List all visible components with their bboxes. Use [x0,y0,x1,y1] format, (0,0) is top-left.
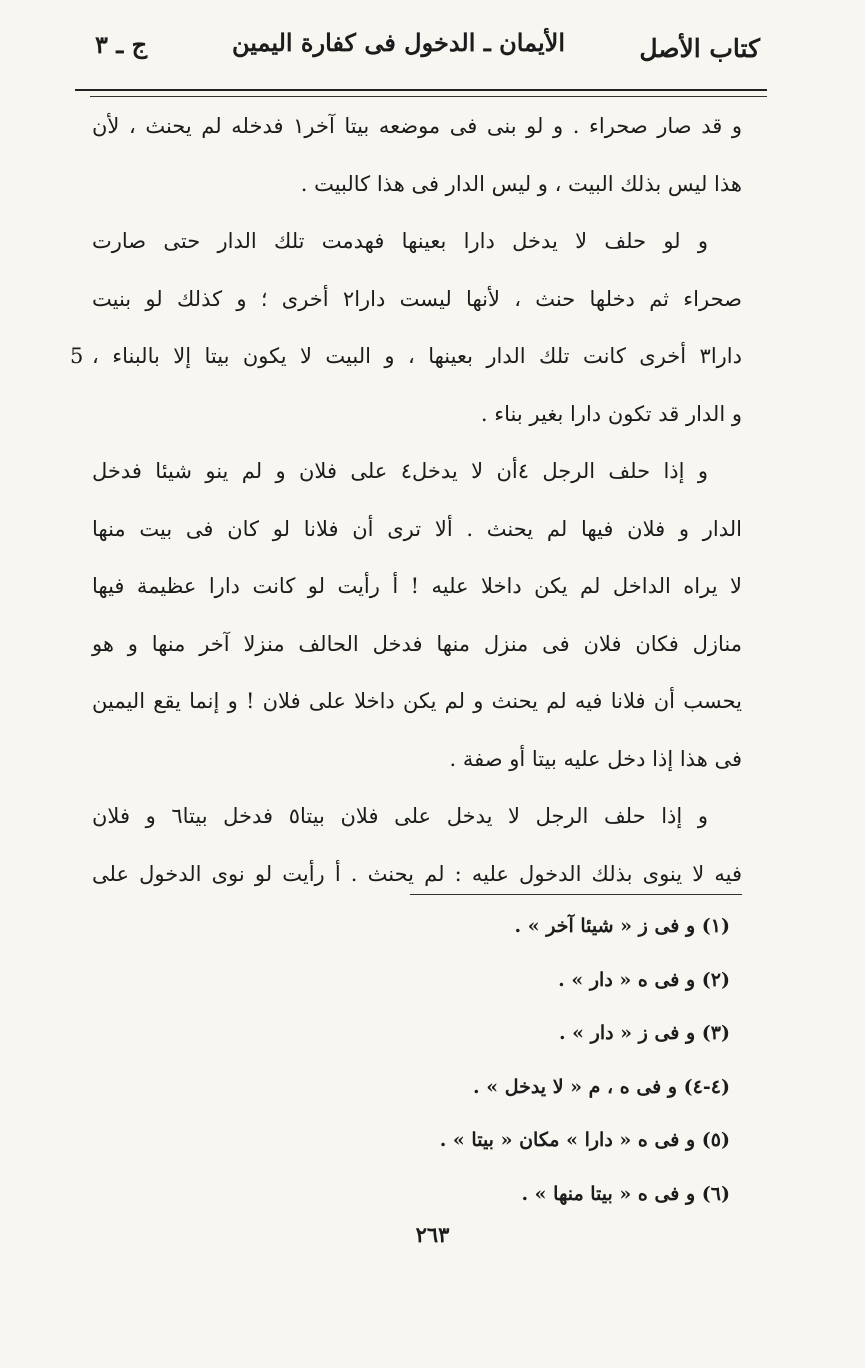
header-rule-thick [75,89,767,91]
text-line-content: الدار و فلان فيها لم يحنث . ألا ترى أن فلانا لو كان فى بيت منها [92,516,742,541]
text-line-content: صحراء ثم دخلها حنث ، لأنها ليست دارا٢ أخرى ؛ و كذلك لو بنيت [92,286,742,311]
text-line-content: و قد صار صحراء . و لو بنى فى موضعه بيتا آخر١ فدخله لم يحنث ، لأن [92,114,742,138]
text-line [92,616,742,674]
running-header [95,28,760,78]
text-line [92,788,742,846]
footnote: (٤-٤) و فى ه ، م « لا يدخل » . [472,1075,730,1098]
page-number: ٢٦٣ [415,1222,450,1247]
text-line [92,673,742,731]
text-line [92,271,742,329]
text-line [92,156,742,214]
header-volume: ج ـ ٣ [95,30,148,59]
text-line-content: منازل فكان فلان فى منزل منها فدخل الحالف منزلا آخر منها و هو [92,631,742,656]
text-line [70,328,742,386]
text-line-content: لا يراه الداخل لم يكن داخلا عليه ! أ رأيت لو كانت دارا عظيمة فيها [92,574,742,598]
footnote: (٦) و فى ه « بيتا منها » . [521,1182,730,1205]
text-line-content: و الدار قد تكون دارا بغير بناء . [480,401,742,426]
text-line-content: دارا٣ أخرى كانت تلك الدار بعينها ، و البيت لا يكون بيتا إلا بالبناء ، [92,344,742,368]
text-line [92,98,742,156]
text-line [92,386,742,444]
footnotes [300,900,730,1221]
footnote: (٥) و فى ه « دارا » مكان « بيتا » . [439,1129,730,1151]
text-line-content: فيه لا ينوى بذلك الدخول عليه : لم يحنث . أ رأيت لو نوى الدخول على [92,861,742,886]
header-book-title: كتاب الأصل [639,34,760,63]
margin-line-number: 5 [70,344,84,368]
text-line [92,213,742,271]
footnote: (٢) و فى ه « دار » . [558,968,730,991]
text-line-content: و لو حلف لا يدخل دارا بعينها فهدمت تلك الدار حتى صارت [92,229,708,253]
text-line [92,731,742,789]
text-line-content: هذا ليس بذلك البيت ، و ليس الدار فى هذا كالبيت . [300,171,742,196]
text-line [92,501,742,559]
footnote: (٣) و فى ز « دار » . [558,1022,730,1044]
text-line-content: و إذا حلف الرجل لا يدخل على فلان بيتا٥ فدخل بيتا٦ و فلان [92,804,708,828]
main-text [70,98,742,903]
text-line-content: يحسب أن فلانا فيه لم يحنث و لم يكن داخلا على فلان ! و إنما يقع اليمين [92,689,742,713]
text-line [92,443,742,501]
text-line [92,558,742,616]
text-line-content: و إذا حلف الرجل ٤أن لا يدخل٤ على فلان و لم ينو شيئا فدخل [92,459,708,483]
header-chapter-title: الأيمان ـ الدخول فى كفارة اليمين [231,28,565,57]
footnote-separator [410,894,742,895]
footnote: (١) و فى ز « شيئا آخر » . [514,915,730,937]
text-line-content: فى هذا إذا دخل عليه بيتا أو صفة . [449,746,742,771]
header-rule-thin [90,96,767,97]
